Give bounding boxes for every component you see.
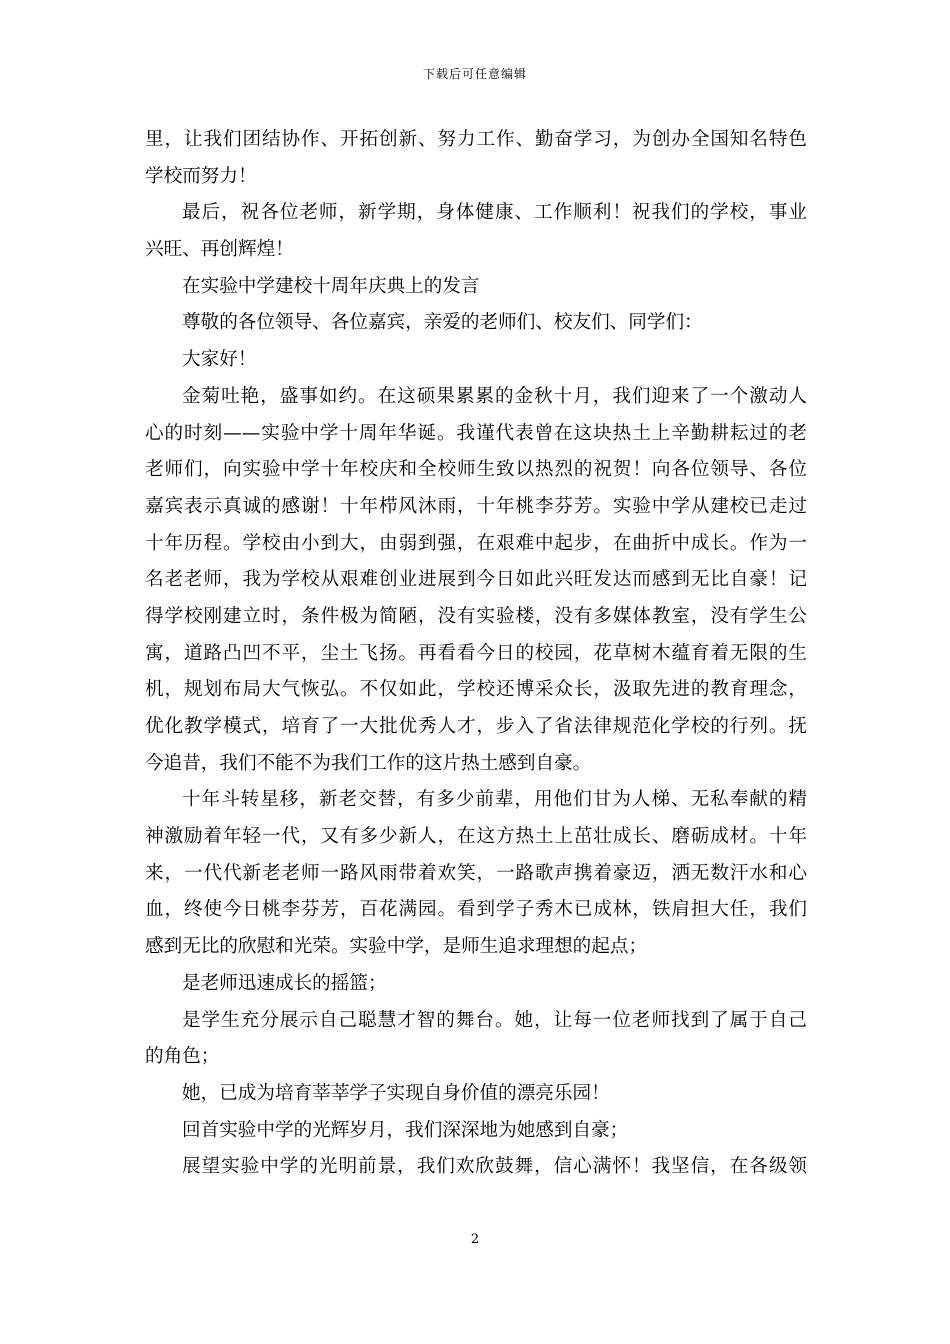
text-line: 优化教学模式，培育了一大批优秀人才，步入了省法律规范化学校的行列。抚 [145,716,807,737]
text-line: 里，让我们团结协作、开拓创新、努力工作、勤奋学习，为创办全国知名特色 [145,129,807,150]
text-line: 在实验中学建校十周年庆典上的发言 [182,275,480,297]
page-number: 2 [470,1232,480,1247]
text-line: 血，终使今日桃李芬芳，百花满园。看到学子秀木已成林，铁肩担大任，我们 [145,899,807,921]
text-line: 大家好！ [182,349,257,371]
text-line: 老师们，向实验中学十年校庆和全校师生致以热烈的祝贺！向各位领导、各位 [145,459,807,481]
text-line: 感到无比的欣慰和光荣。实验中学，是师生追求理想的起点； [145,936,648,958]
text-line: 机，规划布局大气恢弘。不仅如此，学校还博采众长，汲取先进的教育理念， [145,679,807,701]
text-line: 得学校刚建立时，条件极为简陋，没有实验楼，没有多媒体教室，没有学生公 [145,605,807,627]
text-line: 尊敬的各位领导、各位嘉宾，亲爱的老师们、校友们、同学们： [182,312,703,334]
text-line: 寓，道路凸凹不平，尘土飞扬。再看看今日的校园，花草树木蕴育着无限的生 [145,642,807,664]
text-line: 心的时刻——实验中学十周年华诞。我谨代表曾在这块热土上辛勤耕耘过的老 [145,422,807,444]
document-body [145,122,807,1186]
text-line: 回首实验中学的光辉岁月，我们深深地为她感到自豪； [182,1119,629,1141]
text-line: 神激励着年轻一代，又有多少新人，在这方热土上茁壮成长、磨砺成材。十年 [145,826,807,848]
text-line: 展望实验中学的光明前景，我们欢欣鼓舞，信心满怀！我坚信，在各级领 [182,1156,807,1178]
text-line: 最后，祝各位老师，新学期，身体健康、工作顺利！祝我们的学校，事业 [182,202,807,224]
text-line: 名老老师，我为学校从艰难创业进展到今日如此兴旺发达而感到无比自豪！记 [145,569,807,591]
text-line: 嘉宾表示真诚的感谢！十年栉风沐雨，十年桃李芬芳。实验中学从建校已走过 [145,495,807,517]
text-line: 她，已成为培育莘莘学子实现自身价值的漂亮乐园！ [182,1082,610,1104]
text-line: 是老师迅速成长的摇篮； [182,972,387,994]
page-header: 下载后可任意编辑 [422,67,527,81]
text-line: 是学生充分展示自己聪慧才智的舞台。她，让每一位老师找到了属于自己 [182,1009,807,1031]
text-line: 学校而努力！ [145,165,257,187]
text-line: 的角色； [145,1046,220,1068]
text-line: 十年历程。学校由小到大，由弱到强，在艰难中起步，在曲折中成长。作为一 [145,532,807,554]
text-line: 十年斗转星移，新老交替，有多少前辈，用他们甘为人梯、无私奉献的精 [182,789,807,811]
text-line: 今追昔，我们不能不为我们工作的这片热土感到自豪。 [145,752,592,774]
text-line: 金菊吐艳，盛事如约。在这硕果累累的金秋十月，我们迎来了一个激动人 [182,385,807,407]
text-line: 兴旺、再创辉煌！ [145,239,294,261]
text-line: 来，一代代新老老师一路风雨带着欢笑，一路歌声携着豪迈，洒无数汗水和心 [145,862,807,884]
